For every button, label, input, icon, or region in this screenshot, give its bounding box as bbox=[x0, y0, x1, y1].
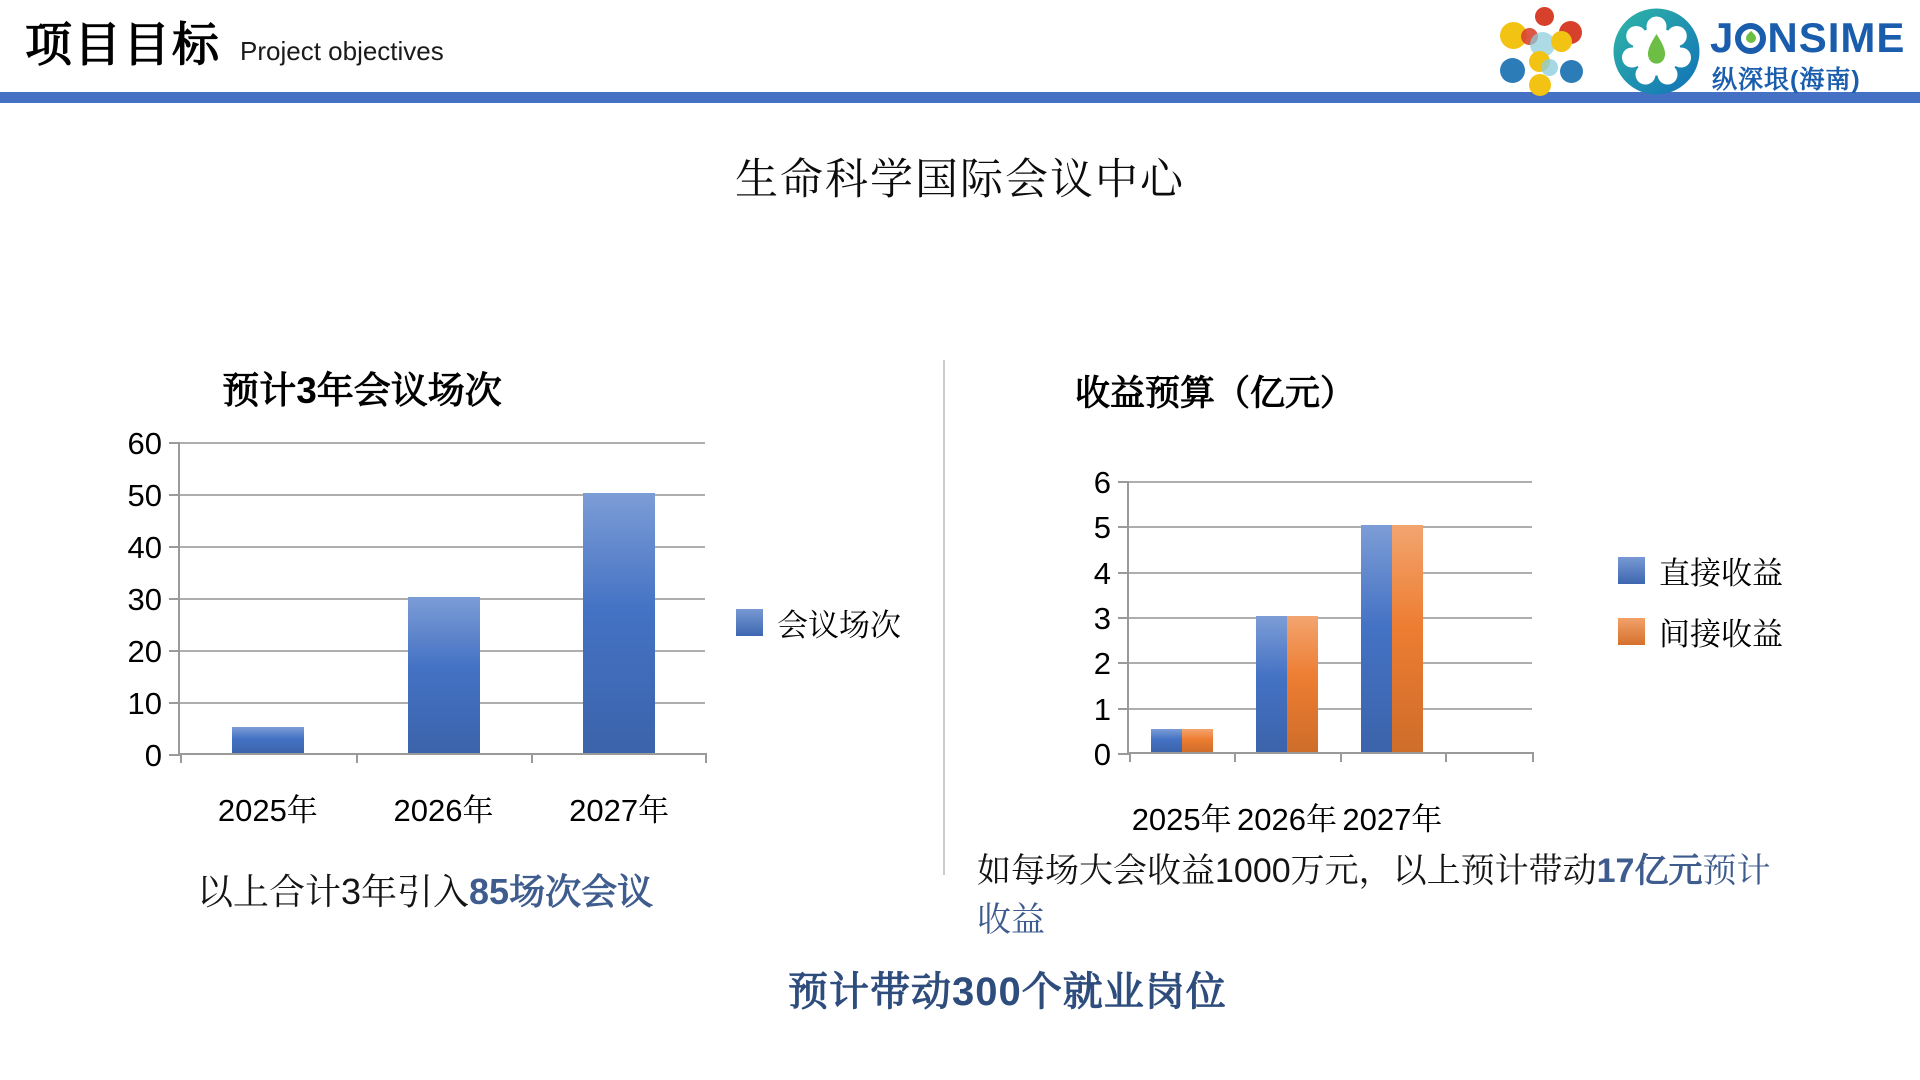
logo-dot bbox=[1541, 59, 1558, 76]
y-axis-tick bbox=[1118, 708, 1129, 710]
y-axis-tick bbox=[1118, 617, 1129, 619]
y-axis-label: 6 bbox=[1093, 465, 1111, 500]
y-axis-label: 4 bbox=[1093, 555, 1111, 591]
footer-note: 预计带动300个就业岗位 bbox=[788, 970, 1227, 1014]
logo-dot bbox=[1535, 7, 1554, 26]
bar-s0-c2 bbox=[583, 493, 655, 753]
x-axis-label: 2025年 bbox=[217, 793, 318, 828]
bar-s1-c0 bbox=[1182, 729, 1213, 752]
caption-right-suffix: 预计收益 bbox=[977, 852, 1771, 939]
chart-legend bbox=[1618, 548, 1783, 670]
x-axis-label: 2027年 bbox=[1342, 802, 1443, 837]
gridline bbox=[180, 650, 705, 652]
x-axis-tick bbox=[705, 753, 707, 763]
y-axis-tick bbox=[1118, 753, 1129, 755]
y-axis-tick bbox=[169, 494, 180, 496]
gridline bbox=[1129, 617, 1532, 619]
legend-label: 会议场次 bbox=[777, 608, 901, 643]
gridline bbox=[180, 598, 705, 600]
legend-entry bbox=[1618, 548, 1783, 593]
brand-text: NSIME bbox=[1767, 14, 1906, 61]
brand-o-drop-icon bbox=[1735, 23, 1766, 54]
y-axis-tick bbox=[1118, 662, 1129, 664]
logo-dot bbox=[1500, 58, 1525, 83]
chart-legend bbox=[736, 600, 901, 661]
x-axis-tick bbox=[1532, 752, 1534, 762]
brand-text: J bbox=[1710, 14, 1735, 61]
y-axis-tick bbox=[1118, 526, 1129, 528]
slide-title: 生命科学国际会议中心 bbox=[735, 156, 1185, 204]
y-axis-label: 50 bbox=[127, 478, 162, 513]
brand-name bbox=[1710, 14, 1905, 62]
bar-s0-c1 bbox=[1256, 616, 1287, 752]
legend-entry bbox=[736, 600, 901, 645]
legend-label: 直接收益 bbox=[1659, 556, 1783, 591]
x-axis-tick bbox=[531, 753, 533, 763]
gridline bbox=[180, 546, 705, 548]
x-axis-tick bbox=[1129, 752, 1131, 762]
x-axis-label: 2025年 bbox=[1131, 802, 1232, 837]
vertical-divider bbox=[943, 360, 945, 875]
y-axis-tick bbox=[169, 754, 180, 756]
gridline bbox=[1129, 481, 1532, 483]
gridline bbox=[180, 494, 705, 496]
gridline bbox=[1129, 526, 1532, 528]
legend-label: 间接收益 bbox=[1659, 617, 1783, 652]
y-axis-label: 10 bbox=[127, 686, 162, 721]
gridline bbox=[180, 702, 705, 704]
caption-right-text: 如每场大会收益1000万元，以上预计带动 bbox=[977, 852, 1597, 890]
x-axis-tick bbox=[1445, 752, 1447, 762]
y-axis-tick bbox=[169, 442, 180, 444]
gridline bbox=[1129, 572, 1532, 574]
x-axis-label: 2026年 bbox=[393, 793, 494, 828]
bar-s0-c0 bbox=[232, 727, 304, 753]
caption-right bbox=[977, 847, 1783, 945]
y-axis-label: 40 bbox=[127, 530, 162, 565]
chart-plot-area bbox=[1093, 465, 1532, 837]
bar-s0-c0 bbox=[1151, 729, 1182, 752]
y-axis-tick bbox=[169, 546, 180, 548]
gridline bbox=[1129, 662, 1532, 664]
caption-left bbox=[197, 864, 653, 915]
gridline bbox=[1129, 708, 1532, 710]
y-axis-label: 3 bbox=[1093, 601, 1111, 636]
x-axis-label: 2027年 bbox=[569, 793, 670, 828]
logo-dot bbox=[1529, 74, 1551, 96]
y-axis-tick bbox=[1118, 572, 1129, 574]
y-axis-label: 30 bbox=[127, 582, 162, 617]
legend-swatch-icon bbox=[736, 609, 763, 636]
y-axis-tick bbox=[169, 598, 180, 600]
y-axis-label: 60 bbox=[127, 426, 162, 461]
y-axis-label: 20 bbox=[127, 634, 162, 669]
x-axis-tick bbox=[1234, 752, 1236, 762]
x-axis-tick bbox=[1340, 752, 1342, 762]
legend-swatch-icon bbox=[1618, 557, 1645, 584]
bar-s1-c2 bbox=[1392, 525, 1423, 752]
chart-title: 预计3年会议场次 bbox=[222, 370, 502, 411]
y-axis-label: 0 bbox=[1093, 737, 1111, 772]
gridline bbox=[180, 442, 705, 444]
bar-s1-c1 bbox=[1287, 616, 1318, 752]
chart-title: 收益预算（亿元） bbox=[1074, 374, 1355, 413]
chart-plot-area bbox=[127, 426, 705, 828]
y-axis-tick bbox=[169, 650, 180, 652]
y-axis-label: 0 bbox=[144, 738, 162, 773]
legend-entry bbox=[1618, 609, 1783, 654]
x-axis-tick bbox=[356, 753, 358, 763]
caption-left-text: 以上合计3年引入 bbox=[197, 871, 470, 912]
y-axis-label: 1 bbox=[1093, 691, 1111, 727]
page-title: 项目目标 bbox=[25, 18, 221, 71]
jonsime-logo-icon bbox=[1613, 8, 1700, 95]
bar-s0-c1 bbox=[408, 597, 480, 753]
legend-swatch-icon bbox=[1618, 618, 1645, 645]
logo-dot bbox=[1551, 31, 1572, 52]
y-axis-label: 5 bbox=[1093, 510, 1111, 546]
caption-right-highlight: 17亿元 bbox=[1596, 852, 1703, 890]
x-axis-label: 2026年 bbox=[1237, 802, 1337, 837]
logo-dot bbox=[1560, 60, 1583, 83]
bar-s0-c2 bbox=[1361, 525, 1392, 752]
brand-region: 纵深垠(海南) bbox=[1712, 66, 1861, 94]
y-axis-tick bbox=[169, 702, 180, 704]
y-axis-tick bbox=[1118, 481, 1129, 483]
molecule-logo-icon bbox=[1496, 2, 1592, 97]
page-subtitle: Project objectives bbox=[240, 36, 444, 66]
x-axis-tick bbox=[180, 753, 182, 763]
caption-left-highlight: 85场次会议 bbox=[469, 871, 654, 912]
y-axis-label: 2 bbox=[1093, 646, 1111, 682]
